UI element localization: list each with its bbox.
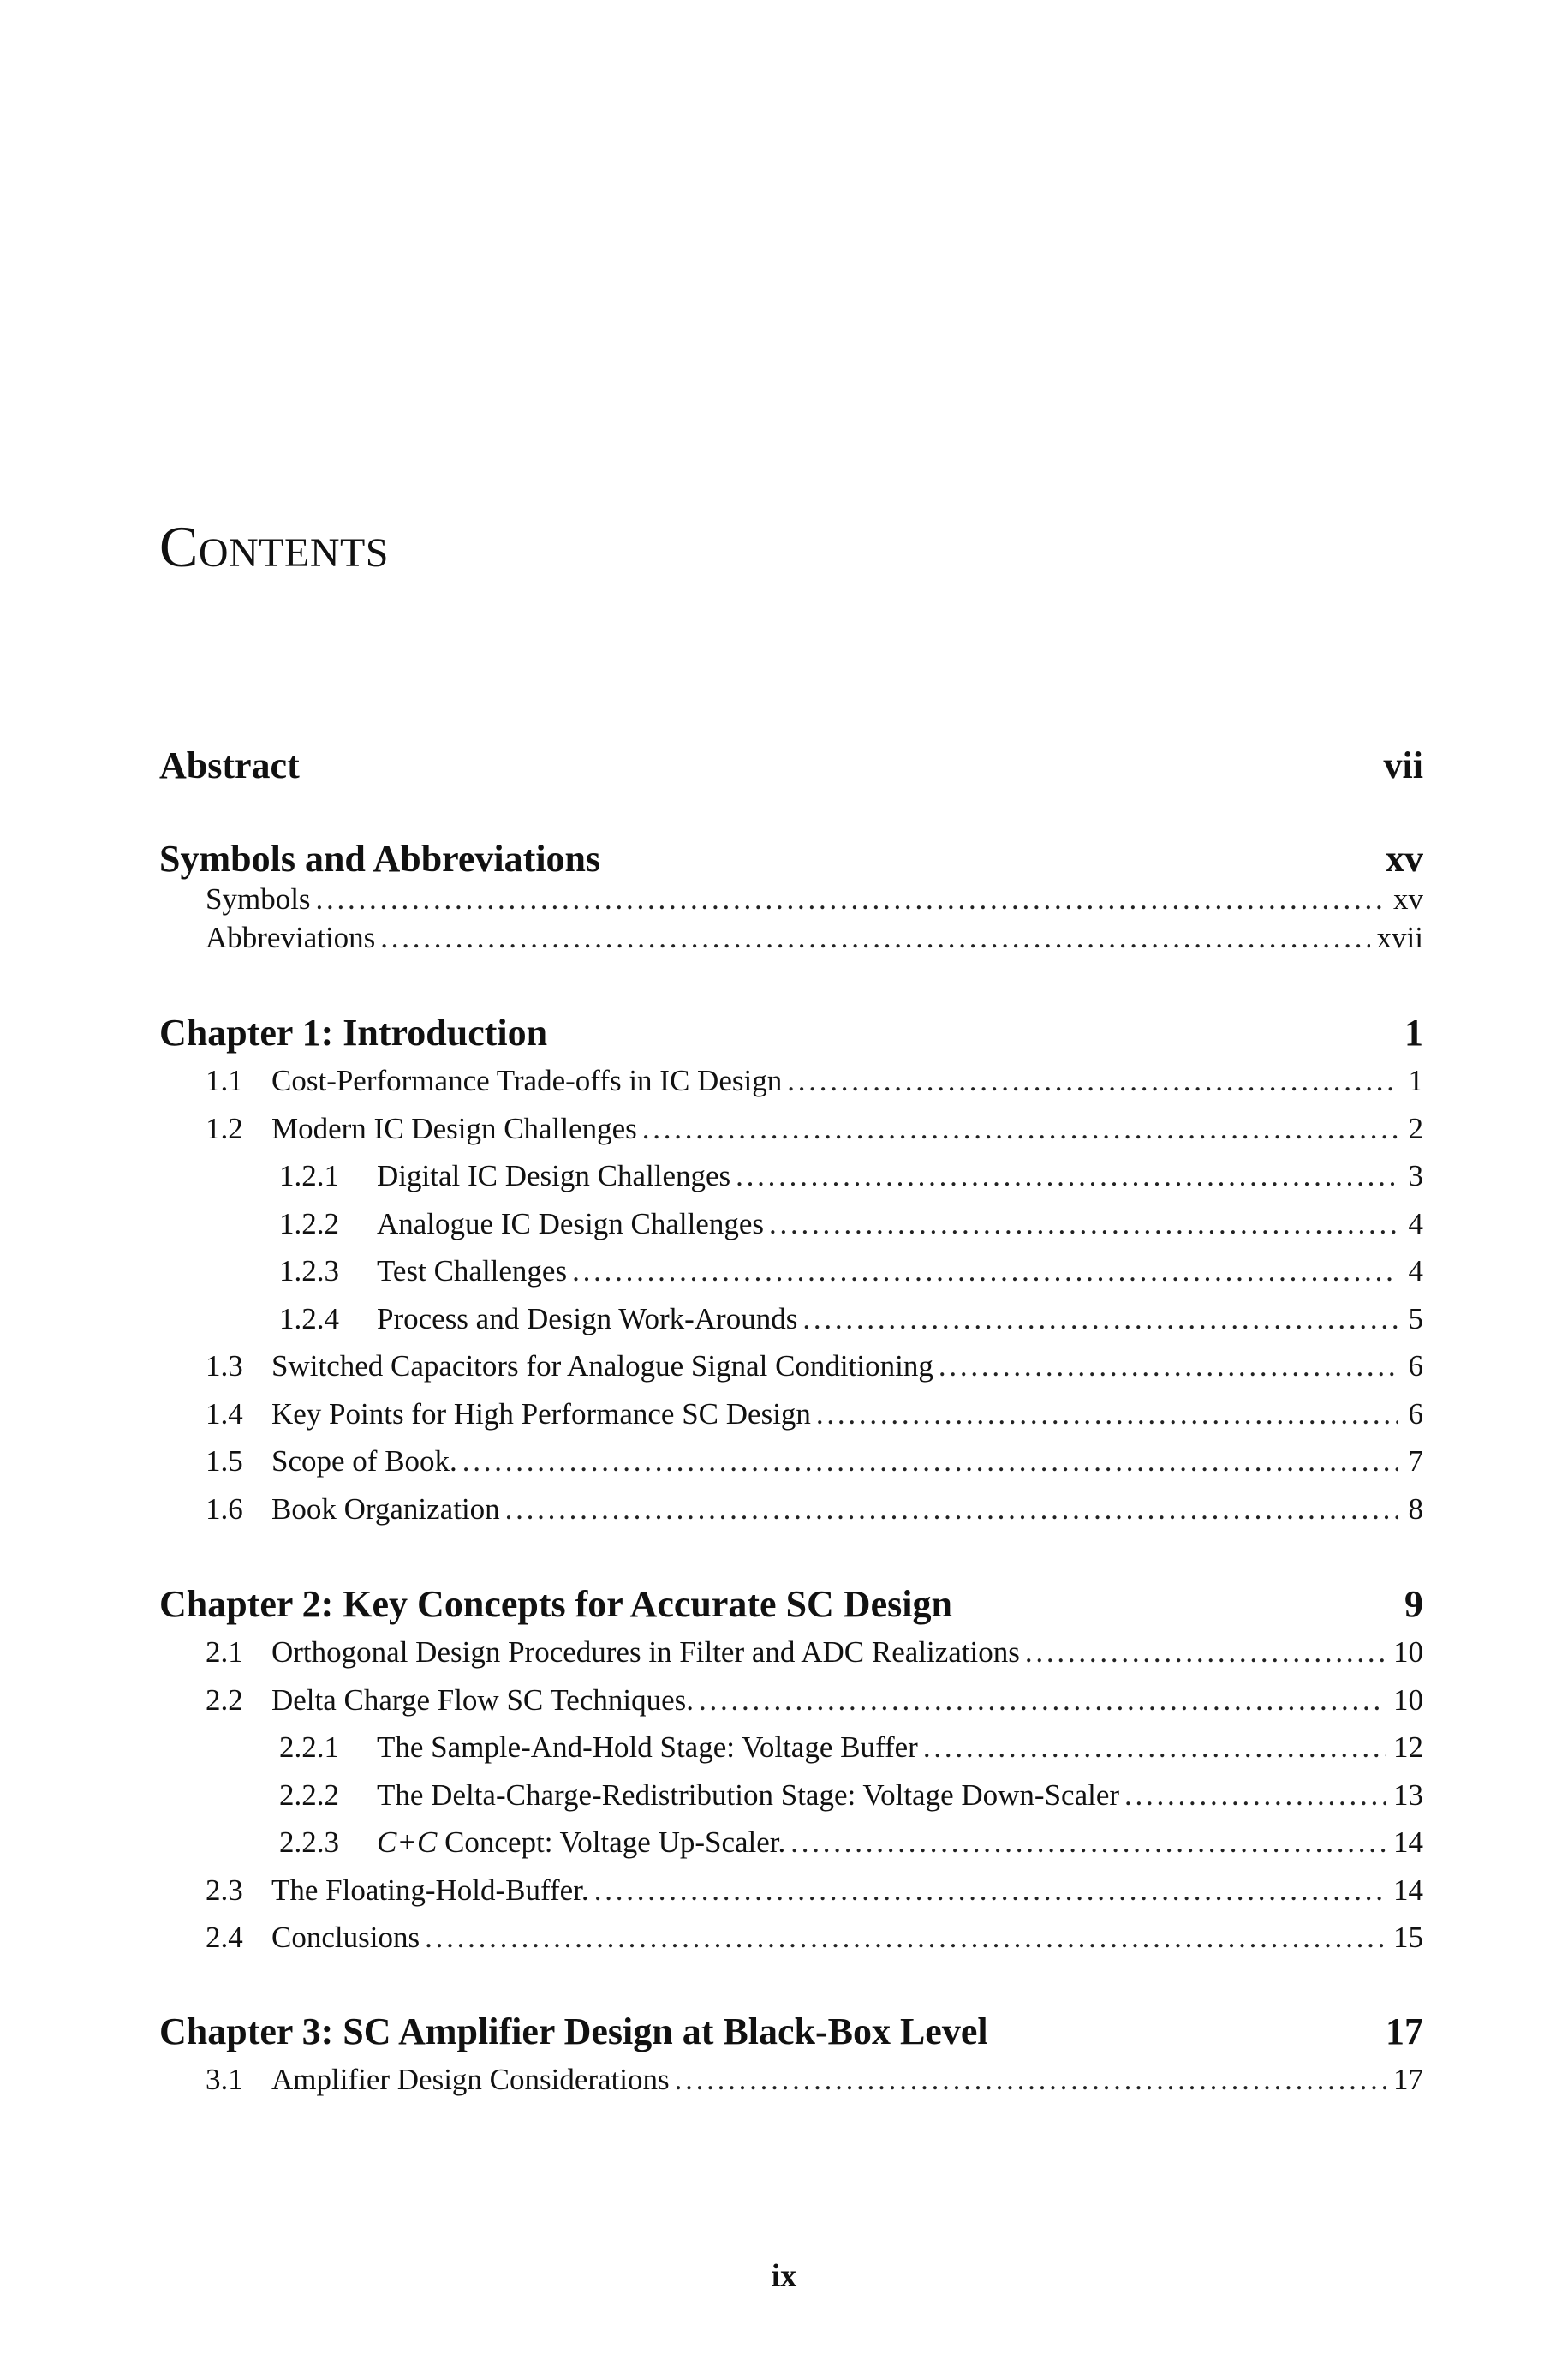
toc-heading[interactable] — [159, 840, 1423, 878]
entry-number: 1.2 — [206, 1111, 243, 1145]
entry-number: 1.5 — [206, 1444, 243, 1478]
entry-number: 1.2.3 — [279, 1254, 339, 1288]
entry-label: Orthogonal Design Procedures in Filter and ADC Realizations — [271, 1635, 1020, 1669]
toc-entry[interactable] — [159, 1200, 1423, 1248]
dot-leader — [594, 1867, 1386, 1915]
entry-number: 2.2.2 — [279, 1778, 339, 1812]
toc-entry[interactable] — [159, 2056, 1423, 2104]
toc-section-chapter-2 — [159, 1583, 1423, 1962]
toc-entry[interactable] — [159, 1676, 1423, 1724]
toc-section-chapter-1 — [159, 1014, 1423, 1533]
entry-label: Book Organization — [271, 1491, 500, 1526]
entry-label: Symbols — [206, 882, 311, 916]
toc-section-symbols — [159, 840, 1423, 957]
toc-heading[interactable] — [159, 1583, 1423, 1625]
entry-page-number: 10 — [1393, 1682, 1423, 1717]
entry-page-number: 13 — [1393, 1778, 1423, 1812]
entry-page-number: 7 — [1408, 1444, 1423, 1478]
dot-leader — [699, 1676, 1386, 1724]
dot-leader — [316, 880, 1386, 918]
toc-entry[interactable] — [159, 1867, 1423, 1915]
dot-leader — [923, 1724, 1386, 1772]
toc-entry[interactable] — [159, 1057, 1423, 1105]
entry-number: 1.2.1 — [279, 1159, 339, 1192]
entry-number: 1.6 — [206, 1491, 243, 1526]
section-title: Chapter 2: Key Concepts for Accurate SC Design — [159, 1583, 952, 1625]
entry-label: Process and Design Work-Arounds — [377, 1301, 798, 1335]
entry-number: 1.1 — [206, 1064, 243, 1097]
entry-page-number: 2 — [1408, 1111, 1423, 1145]
toc-entry[interactable] — [159, 1437, 1423, 1485]
dot-leader — [1025, 1628, 1386, 1676]
entry-label: The Delta-Charge-Redistribution Stage: Voltage Down-Scaler — [377, 1778, 1120, 1812]
dot-leader — [462, 1437, 1398, 1485]
entry-number: 1.2.4 — [279, 1301, 339, 1335]
entry-page-number: 15 — [1393, 1921, 1423, 1954]
section-page-number: 9 — [1404, 1583, 1423, 1625]
section-title: Chapter 1: Introduction — [159, 1012, 548, 1054]
dot-leader — [572, 1247, 1398, 1295]
entry-label: Scope of Book. — [271, 1444, 457, 1478]
entry-page-number: 4 — [1408, 1254, 1423, 1288]
entry-label: Amplifier Design Considerations — [271, 2063, 670, 2096]
toc-entry[interactable] — [159, 1390, 1423, 1438]
toc-section-chapter-3 — [159, 2013, 1423, 2104]
page-title: Contents — [159, 514, 390, 579]
entry-label-rest: Concept: Voltage Up-Scaler. — [437, 1825, 786, 1859]
entry-page-number: 10 — [1393, 1635, 1423, 1669]
entry-label: Switched Capacitors for Analogue Signal Conditioning — [271, 1349, 933, 1383]
toc-entry[interactable] — [159, 1295, 1423, 1343]
toc-entry[interactable] — [159, 1105, 1423, 1153]
dot-leader — [787, 1057, 1398, 1105]
dot-leader — [790, 1819, 1386, 1867]
dot-leader — [642, 1105, 1398, 1153]
entry-number: 2.3 — [206, 1873, 243, 1907]
dot-leader — [1124, 1772, 1386, 1819]
section-title: Symbols and Abbreviations — [159, 838, 601, 880]
entry-number: 1.2.2 — [279, 1206, 339, 1240]
entry-page-number: xv — [1393, 882, 1423, 916]
entry-label: Modern IC Design Challenges — [271, 1111, 637, 1145]
toc-entry[interactable] — [159, 1772, 1423, 1819]
entry-page-number: 12 — [1393, 1730, 1423, 1764]
entry-page-number: 17 — [1393, 2063, 1423, 2096]
entry-label: Key Points for High Performance SC Design — [271, 1396, 811, 1431]
toc-entry[interactable] — [159, 918, 1423, 957]
section-page-number: 17 — [1386, 2011, 1423, 2052]
entry-page-number: 3 — [1408, 1159, 1423, 1192]
dot-leader — [816, 1390, 1398, 1438]
toc-heading[interactable] — [159, 744, 1423, 786]
entry-page-number: 5 — [1408, 1301, 1423, 1335]
toc-entry[interactable] — [159, 1628, 1423, 1676]
entry-number: 3.1 — [206, 2063, 243, 2096]
entry-number: 1.4 — [206, 1396, 243, 1431]
entry-label: Abbreviations — [206, 921, 376, 954]
entry-page-number: 4 — [1408, 1206, 1423, 1240]
section-title: Chapter 3: SC Amplifier Design at Black-Box Level — [159, 2011, 988, 2052]
toc-entry[interactable] — [159, 1485, 1423, 1533]
toc-entry[interactable] — [159, 1819, 1423, 1867]
entry-label: The Floating-Hold-Buffer. — [271, 1873, 589, 1907]
dot-leader — [505, 1485, 1398, 1533]
entry-page-number: 14 — [1393, 1873, 1423, 1907]
entry-label — [377, 1819, 785, 1867]
entry-label-italic: C+C — [377, 1825, 438, 1859]
toc-heading[interactable] — [159, 2013, 1423, 2051]
entry-page-number: xvii — [1376, 921, 1423, 954]
entry-page-number: 6 — [1408, 1396, 1423, 1431]
entry-label: Analogue IC Design Challenges — [377, 1206, 764, 1240]
toc-entry[interactable] — [159, 1914, 1423, 1962]
entry-number: 2.4 — [206, 1921, 243, 1954]
toc-entry[interactable] — [159, 880, 1423, 918]
entry-number: 2.2.3 — [279, 1825, 339, 1859]
entry-number: 2.2 — [206, 1682, 243, 1717]
toc-heading[interactable] — [159, 1014, 1423, 1052]
dot-leader — [380, 918, 1369, 957]
toc-entry[interactable] — [159, 1247, 1423, 1295]
entry-page-number: 8 — [1408, 1491, 1423, 1526]
toc-entry[interactable] — [159, 1342, 1423, 1390]
entry-label: Delta Charge Flow SC Techniques. — [271, 1682, 695, 1717]
dot-leader — [939, 1342, 1398, 1390]
entry-label: Digital IC Design Challenges — [377, 1159, 731, 1192]
folio-page-number: ix — [771, 2258, 797, 2294]
dot-leader — [769, 1200, 1398, 1248]
entry-label: Cost-Performance Trade-offs in IC Design — [271, 1064, 783, 1097]
dot-leader — [675, 2056, 1386, 2104]
entry-label: Conclusions — [271, 1921, 420, 1954]
dot-leader — [425, 1914, 1386, 1962]
dot-leader — [736, 1152, 1398, 1200]
section-page-number: vii — [1383, 744, 1423, 786]
toc-entry[interactable] — [159, 1724, 1423, 1772]
toc-section-abstract — [159, 744, 1423, 786]
entry-page-number: 1 — [1408, 1064, 1423, 1097]
entry-page-number: 6 — [1408, 1349, 1423, 1383]
dot-leader — [802, 1295, 1398, 1343]
entry-label: The Sample-And-Hold Stage: Voltage Buffer — [377, 1730, 918, 1764]
entry-label: Test Challenges — [377, 1254, 568, 1288]
entry-number: 1.3 — [206, 1349, 243, 1383]
section-title: Abstract — [159, 744, 300, 786]
entry-number: 2.2.1 — [279, 1730, 339, 1764]
entry-number: 2.1 — [206, 1635, 243, 1669]
toc-entry[interactable] — [159, 1152, 1423, 1200]
entry-page-number: 14 — [1393, 1825, 1423, 1859]
section-page-number: 1 — [1404, 1012, 1423, 1054]
section-page-number: xv — [1386, 838, 1423, 880]
